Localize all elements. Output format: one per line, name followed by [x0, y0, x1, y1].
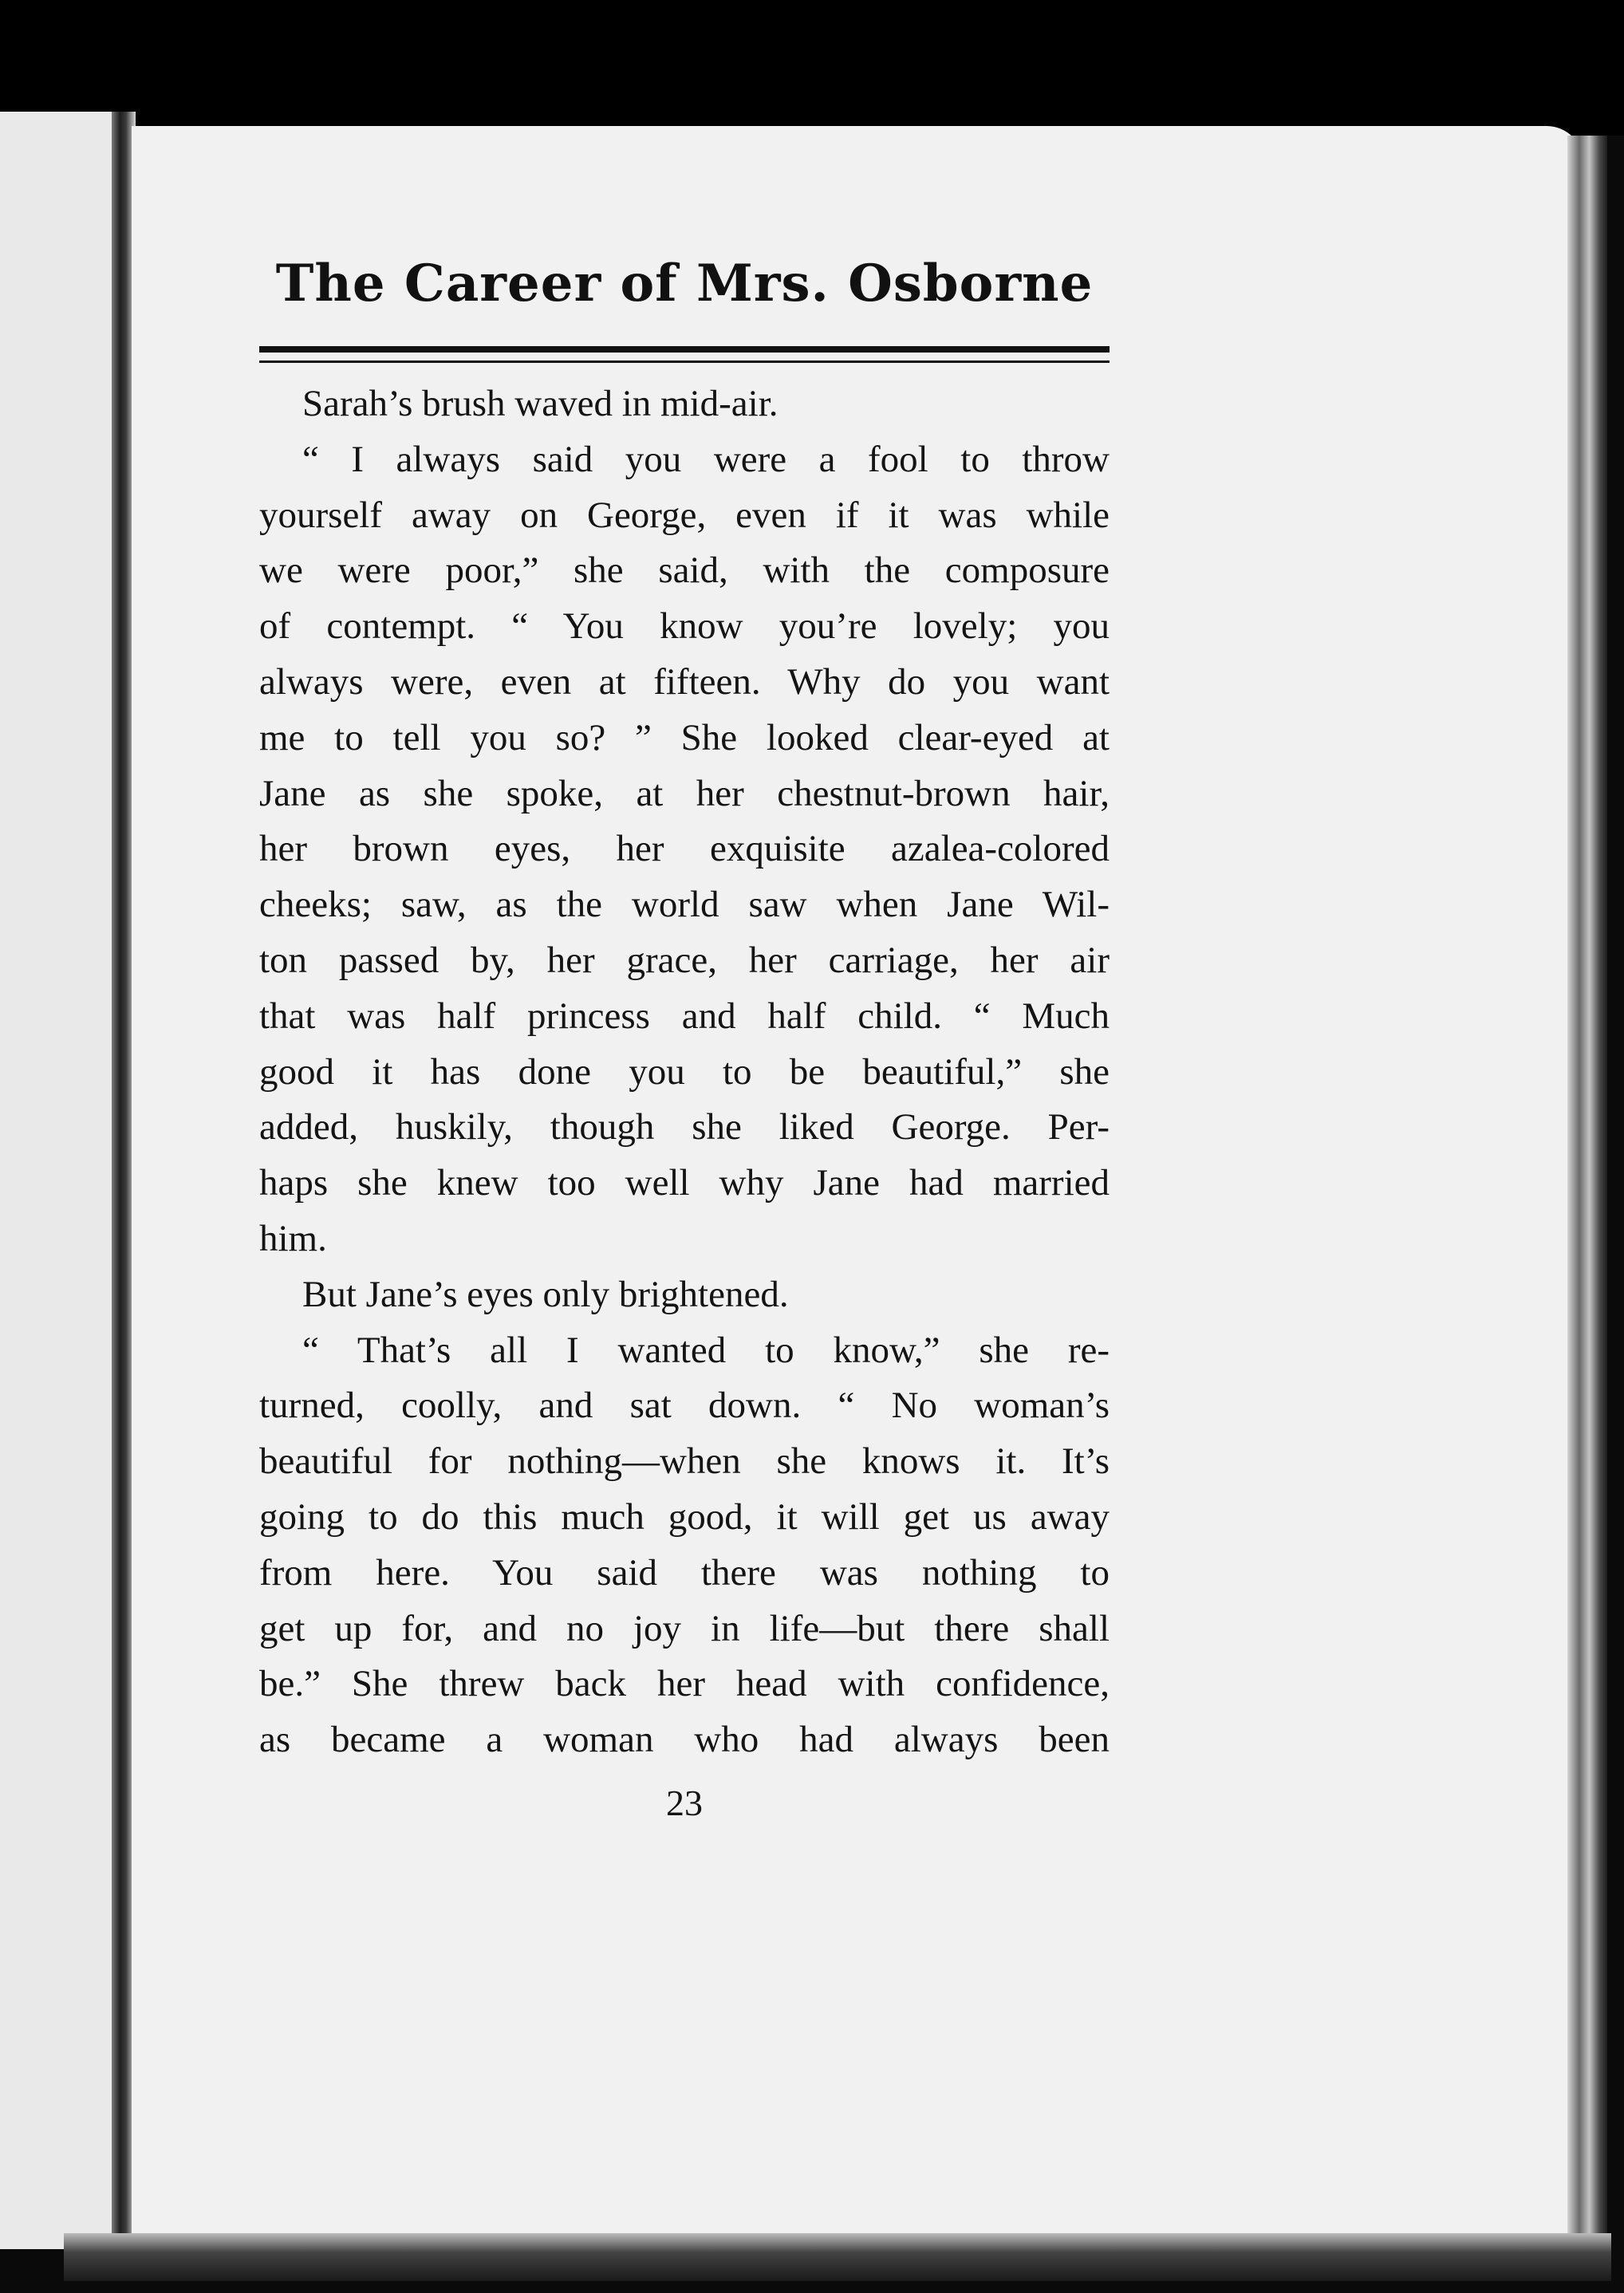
text-line: from here. You said there was nothing to: [259, 1551, 1110, 1594]
text-line: of contempt. “ You know you’re lovely; you: [259, 605, 1110, 648]
text-line: haps she knew too well why Jane had married: [259, 1162, 1110, 1204]
text-line: going to do this much good, it will get us away: [259, 1495, 1110, 1538]
text-line: beautiful for nothing—when she knows it. It’s: [259, 1440, 1110, 1483]
page-edges-bottom: [64, 2233, 1611, 2281]
text-line: But Jane’s eyes only brightened.: [302, 1273, 789, 1315]
header-rule-thin: [259, 360, 1110, 363]
text-line: ton passed by, her grace, her carriage, her air: [259, 939, 1110, 981]
header-rule-thick: [259, 346, 1110, 353]
text-line: “ That’s all I wanted to know,” she re-: [302, 1329, 1110, 1371]
text-line: Sarah’s brush waved in mid-air.: [302, 383, 778, 424]
text-line: get up for, and no joy in life—but there shall: [259, 1607, 1110, 1649]
text-line: cheeks; saw, as the world saw when Jane Wil-: [259, 884, 1110, 926]
page-number: 23: [666, 1783, 703, 1823]
text-line: we were poor,” she said, with the composure: [259, 550, 1110, 592]
text-line: good it has done you to be beautiful,” she: [259, 1050, 1110, 1093]
text-line: yourself away on George, even if it was while: [259, 494, 1110, 536]
scan-background-top: [0, 0, 1624, 136]
text-line: turned, coolly, and sat down. “ No woman’s: [259, 1385, 1110, 1427]
text-line: Jane as she spoke, at her chestnut-brown hair,: [259, 772, 1110, 814]
page-edges-right: [1567, 136, 1607, 2241]
text-line: added, huskily, though she liked George. Per-: [259, 1106, 1110, 1148]
text-line: her brown eyes, her exquisite azalea-colored: [259, 828, 1110, 870]
running-header: The Career of Mrs. Osborne: [275, 254, 1094, 313]
body-text: [259, 376, 1110, 1768]
facing-page-edge: [0, 112, 112, 2249]
text-line: me to tell you so? ” She looked clear-eyed at: [259, 716, 1110, 758]
text-line: always were, even at fifteen. Why do you want: [259, 660, 1110, 703]
text-line: him.: [259, 1217, 327, 1259]
text-line: be.” She threw back her head with confidence,: [259, 1663, 1110, 1705]
text-line: as became a woman who had always been: [259, 1719, 1110, 1761]
text-line: that was half princess and half child. “ Much: [259, 995, 1110, 1037]
text-line: “ I always said you were a fool to throw: [302, 438, 1110, 480]
